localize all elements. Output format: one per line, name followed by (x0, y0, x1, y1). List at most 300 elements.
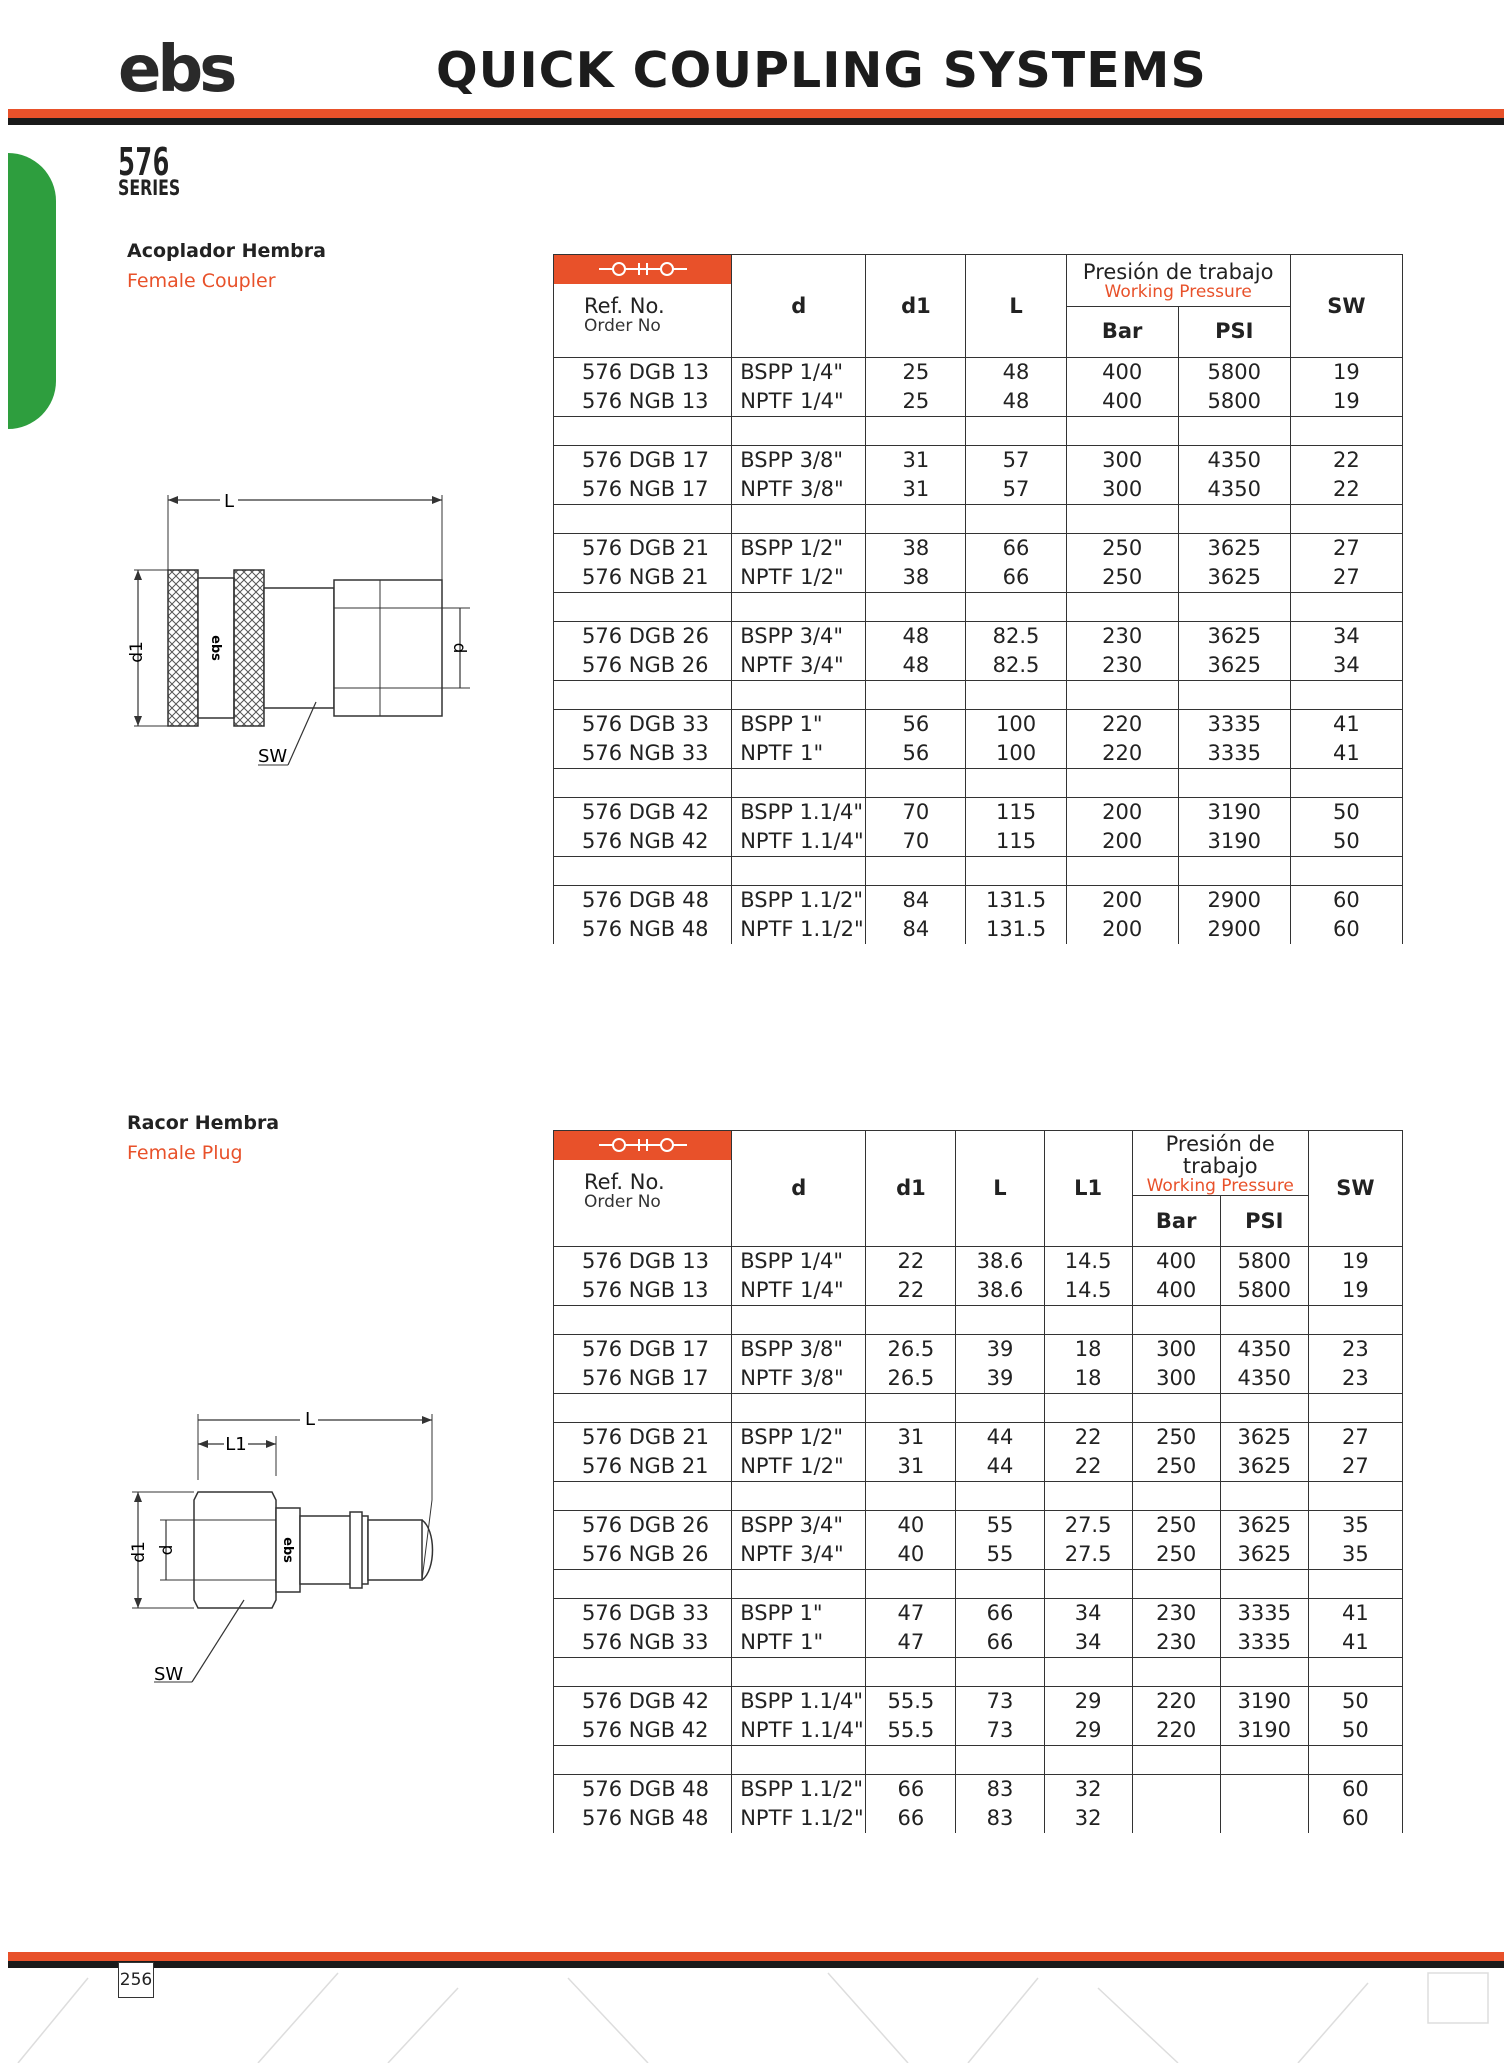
value-cell: 32 (1044, 1804, 1132, 1833)
value-cell: 19 (1308, 1276, 1402, 1306)
value-cell: 50 (1308, 1687, 1402, 1717)
col-sw-header: SW (1290, 255, 1402, 358)
value-cell: 41 (1308, 1599, 1402, 1629)
value-cell: 19 (1308, 1247, 1402, 1277)
value-cell: 60 (1308, 1804, 1402, 1833)
value-cell: 250 (1132, 1423, 1220, 1453)
value-cell: 66 (956, 1628, 1044, 1658)
value-cell: 44 (956, 1452, 1044, 1482)
value-cell: 70 (866, 827, 966, 857)
ref-cell: 576 NGB 13 (554, 1276, 732, 1306)
series-number: 576 (118, 140, 170, 184)
value-cell: 100 (966, 739, 1066, 769)
value-cell: 14.5 (1044, 1247, 1132, 1277)
body-brand-mark: ebs (280, 1537, 295, 1563)
table-row (554, 1276, 1403, 1306)
value-cell: BSPP 3/8" (732, 1335, 866, 1365)
value-cell: 300 (1066, 446, 1178, 476)
col-bar-header: Bar (1132, 1196, 1220, 1247)
value-cell: 200 (1066, 798, 1178, 828)
value-cell: 31 (866, 446, 966, 476)
value-cell: 29 (1044, 1687, 1132, 1717)
value-cell: NPTF 1.1/2" (732, 915, 866, 944)
value-cell: 83 (956, 1775, 1044, 1805)
value-cell: 25 (866, 358, 966, 388)
dim-L1-label: L1 (225, 1434, 247, 1455)
dim-sw-label: SW (154, 1664, 184, 1685)
value-cell: 50 (1290, 798, 1402, 828)
value-cell: 115 (966, 827, 1066, 857)
ref-cell: 576 NGB 48 (554, 915, 732, 944)
series-label: SERIES (118, 176, 181, 200)
plug-drawing (120, 1400, 460, 1700)
dim-L-label: L (223, 491, 235, 512)
value-cell: NPTF 1" (732, 739, 866, 769)
brand-logo: ebs (118, 33, 234, 107)
value-cell: NPTF 3/8" (732, 1364, 866, 1394)
value-cell: 31 (866, 475, 966, 505)
ref-header-es: Ref. No. (584, 294, 665, 318)
spacer-row (554, 1306, 1403, 1335)
value-cell: 200 (1066, 827, 1178, 857)
value-cell: 41 (1290, 739, 1402, 769)
value-cell: 48 (866, 622, 966, 652)
value-cell: 220 (1066, 739, 1178, 769)
ref-cell: 576 DGB 17 (554, 446, 732, 476)
value-cell: 230 (1132, 1628, 1220, 1658)
value-cell: 40 (866, 1511, 956, 1541)
value-cell: 400 (1066, 387, 1178, 417)
value-cell: 3625 (1178, 563, 1290, 593)
value-cell: 3625 (1220, 1511, 1308, 1541)
ref-cell: 576 NGB 21 (554, 563, 732, 593)
value-cell: 66 (966, 534, 1066, 564)
value-cell: 115 (966, 798, 1066, 828)
ref-cell: 576 NGB 17 (554, 475, 732, 505)
value-cell: 250 (1066, 534, 1178, 564)
ref-header-en: Order No (584, 316, 661, 336)
value-cell: 27 (1290, 534, 1402, 564)
value-cell: NPTF 1/4" (732, 387, 866, 417)
table-row (554, 446, 1403, 476)
value-cell: 230 (1132, 1599, 1220, 1629)
value-cell: 56 (866, 710, 966, 740)
value-cell: BSPP 1" (732, 710, 866, 740)
ref-cell: 576 NGB 13 (554, 387, 732, 417)
col-L-header: L (966, 255, 1066, 358)
ref-cell: 576 DGB 48 (554, 886, 732, 916)
value-cell: 34 (1044, 1599, 1132, 1629)
table-row (554, 475, 1403, 505)
value-cell: 3190 (1178, 798, 1290, 828)
table-row (554, 1452, 1403, 1482)
ref-cell: 576 NGB 33 (554, 739, 732, 769)
coupler-spec-table (553, 254, 1403, 944)
value-cell: 41 (1290, 710, 1402, 740)
value-cell: 3190 (1220, 1687, 1308, 1717)
body-brand-mark: ebs (208, 635, 223, 661)
value-cell: 4350 (1178, 446, 1290, 476)
value-cell: 57 (966, 475, 1066, 505)
value-cell: 31 (866, 1423, 956, 1453)
table-row (554, 387, 1403, 417)
table-row (554, 622, 1403, 652)
ref-cell: 576 DGB 42 (554, 1687, 732, 1717)
value-cell: BSPP 1.1/4" (732, 798, 866, 828)
value-cell: 38 (866, 563, 966, 593)
value-cell: 400 (1066, 358, 1178, 388)
table-row (554, 1687, 1403, 1717)
value-cell: BSPP 1.1/4" (732, 1687, 866, 1717)
value-cell: NPTF 3/4" (732, 651, 866, 681)
value-cell: NPTF 3/8" (732, 475, 866, 505)
value-cell: 34 (1290, 622, 1402, 652)
value-cell: NPTF 1.1/4" (732, 1716, 866, 1746)
value-cell: 82.5 (966, 622, 1066, 652)
value-cell: 100 (966, 710, 1066, 740)
table-row (554, 915, 1403, 944)
value-cell: 3625 (1178, 534, 1290, 564)
col-sw-header: SW (1308, 1131, 1402, 1247)
value-cell: 47 (866, 1599, 956, 1629)
value-cell: 34 (1290, 651, 1402, 681)
value-cell: 57 (966, 446, 1066, 476)
section-tab (8, 153, 56, 429)
value-cell: 14.5 (1044, 1276, 1132, 1306)
value-cell: 250 (1066, 563, 1178, 593)
value-cell: 220 (1132, 1716, 1220, 1746)
value-cell: NPTF 1" (732, 1628, 866, 1658)
value-cell: 60 (1290, 886, 1402, 916)
value-cell: 26.5 (866, 1364, 956, 1394)
value-cell: NPTF 1.1/4" (732, 827, 866, 857)
value-cell: NPTF 1.1/2" (732, 1804, 866, 1833)
value-cell: 18 (1044, 1364, 1132, 1394)
value-cell: 39 (956, 1364, 1044, 1394)
value-cell: 300 (1132, 1335, 1220, 1365)
value-cell: BSPP 1.1/2" (732, 886, 866, 916)
value-cell: 84 (866, 886, 966, 916)
value-cell: 300 (1066, 475, 1178, 505)
value-cell (1132, 1804, 1220, 1833)
ref-cell: 576 DGB 48 (554, 1775, 732, 1805)
table-row (554, 1599, 1403, 1629)
spacer-row (554, 1746, 1403, 1775)
value-cell: 19 (1290, 358, 1402, 388)
value-cell: 23 (1308, 1335, 1402, 1365)
value-cell: NPTF 3/4" (732, 1540, 866, 1570)
col-L-header: L (956, 1131, 1044, 1247)
ref-header-bar (554, 255, 731, 284)
ref-header-en: Order No (584, 1192, 661, 1212)
value-cell: 3625 (1220, 1540, 1308, 1570)
value-cell: 27 (1290, 563, 1402, 593)
value-cell: 27.5 (1044, 1540, 1132, 1570)
value-cell: 19 (1290, 387, 1402, 417)
value-cell: BSPP 1/4" (732, 358, 866, 388)
dim-sw-label: SW (258, 746, 288, 767)
value-cell: 32 (1044, 1775, 1132, 1805)
plug-title-es: Racor Hembra (127, 1112, 280, 1134)
col-d-header: d (732, 1131, 866, 1247)
spacer-row (554, 1658, 1403, 1687)
table-row (554, 1364, 1403, 1394)
value-cell: 230 (1066, 651, 1178, 681)
table-row (554, 827, 1403, 857)
spacer-row (554, 593, 1403, 622)
value-cell: 250 (1132, 1452, 1220, 1482)
value-cell (1132, 1775, 1220, 1805)
ref-cell: 576 DGB 21 (554, 1423, 732, 1453)
value-cell: 400 (1132, 1276, 1220, 1306)
value-cell: 41 (1308, 1628, 1402, 1658)
table-row (554, 1775, 1403, 1805)
table-row (554, 886, 1403, 916)
coupler-title-es: Acoplador Hembra (127, 240, 326, 262)
spacer-row (554, 1570, 1403, 1599)
value-cell (1220, 1804, 1308, 1833)
ref-cell: 576 DGB 33 (554, 710, 732, 740)
value-cell: 60 (1308, 1775, 1402, 1805)
spacer-row (554, 681, 1403, 710)
value-cell: BSPP 1/4" (732, 1247, 866, 1277)
dim-d-label: d (449, 642, 469, 654)
value-cell: 400 (1132, 1247, 1220, 1277)
footer-rule-black (8, 1961, 1504, 1968)
col-psi-header: PSI (1178, 306, 1290, 358)
header-rule-orange (8, 109, 1504, 118)
value-cell: NPTF 1/2" (732, 1452, 866, 1482)
value-cell: 60 (1290, 915, 1402, 944)
table-row (554, 1247, 1403, 1277)
value-cell: 4350 (1220, 1364, 1308, 1394)
value-cell: BSPP 3/8" (732, 446, 866, 476)
value-cell: 22 (866, 1276, 956, 1306)
value-cell: 27 (1308, 1423, 1402, 1453)
ref-cell: 576 NGB 17 (554, 1364, 732, 1394)
table-row (554, 710, 1403, 740)
ref-cell: 576 NGB 42 (554, 827, 732, 857)
table-row (554, 798, 1403, 828)
spacer-row (554, 417, 1403, 446)
value-cell: 40 (866, 1540, 956, 1570)
table-row (554, 534, 1403, 564)
table-row (554, 358, 1403, 388)
ref-cell: 576 DGB 42 (554, 798, 732, 828)
value-cell: 3190 (1178, 827, 1290, 857)
value-cell: 26.5 (866, 1335, 956, 1365)
ref-cell: 576 DGB 26 (554, 622, 732, 652)
spacer-row (554, 769, 1403, 798)
value-cell: 200 (1066, 915, 1178, 944)
ref-cell: 576 DGB 13 (554, 1247, 732, 1277)
spacer-row (554, 1394, 1403, 1423)
value-cell: 22 (1290, 475, 1402, 505)
dim-d1-label: d1 (127, 641, 147, 663)
ref-cell: 576 DGB 26 (554, 1511, 732, 1541)
value-cell: 70 (866, 798, 966, 828)
value-cell: 3335 (1220, 1628, 1308, 1658)
page-number: 256 (118, 1962, 154, 1998)
value-cell: 27 (1308, 1452, 1402, 1482)
value-cell: 3625 (1178, 622, 1290, 652)
value-cell: 35 (1308, 1511, 1402, 1541)
value-cell: 22 (866, 1247, 956, 1277)
value-cell: 5800 (1220, 1276, 1308, 1306)
ref-cell: 576 NGB 26 (554, 1540, 732, 1570)
value-cell: 73 (956, 1687, 1044, 1717)
spacer-row (554, 857, 1403, 886)
coupler-title-en: Female Coupler (127, 270, 276, 292)
value-cell: BSPP 1" (732, 1599, 866, 1629)
table-row (554, 1716, 1403, 1746)
value-cell: 50 (1290, 827, 1402, 857)
value-cell: 25 (866, 387, 966, 417)
value-cell: 5800 (1178, 387, 1290, 417)
value-cell: 56 (866, 739, 966, 769)
table-row (554, 739, 1403, 769)
footer-rule-orange (8, 1952, 1504, 1961)
value-cell: 250 (1132, 1540, 1220, 1570)
value-cell: 66 (866, 1804, 956, 1833)
spacer-row (554, 505, 1403, 534)
value-cell: 47 (866, 1628, 956, 1658)
plug-title-en: Female Plug (127, 1142, 243, 1164)
ref-header-es: Ref. No. (584, 1170, 665, 1194)
value-cell: 18 (1044, 1335, 1132, 1365)
value-cell: 250 (1132, 1511, 1220, 1541)
value-cell: 23 (1308, 1364, 1402, 1394)
table-row (554, 1540, 1403, 1570)
table-row (554, 651, 1403, 681)
table-row (554, 1628, 1403, 1658)
value-cell: 220 (1132, 1687, 1220, 1717)
value-cell: 4350 (1178, 475, 1290, 505)
coupler-drawing (120, 480, 469, 770)
value-cell: 3625 (1220, 1423, 1308, 1453)
pressure-header: Presión de trabajo Working Pressure (1066, 255, 1290, 307)
footer-decoration (8, 1968, 1504, 2063)
value-cell: BSPP 1/2" (732, 1423, 866, 1453)
table-row (554, 1804, 1403, 1833)
value-cell: 38 (866, 534, 966, 564)
dim-d1-label: d1 (129, 1541, 149, 1563)
value-cell: 55 (956, 1540, 1044, 1570)
page-title: QUICK COUPLING SYSTEMS (436, 42, 1207, 99)
header-rule-black (8, 118, 1504, 125)
value-cell: 5800 (1178, 358, 1290, 388)
value-cell: 3335 (1220, 1599, 1308, 1629)
col-psi-header: PSI (1220, 1196, 1308, 1247)
value-cell: 55.5 (866, 1687, 956, 1717)
value-cell: 55.5 (866, 1716, 956, 1746)
pressure-header: Presión de trabajo Working Pressure (1132, 1131, 1308, 1196)
value-cell: 48 (966, 387, 1066, 417)
value-cell: 22 (1290, 446, 1402, 476)
value-cell: 66 (956, 1599, 1044, 1629)
table-row (554, 563, 1403, 593)
value-cell: 83 (956, 1804, 1044, 1833)
value-cell: BSPP 1.1/2" (732, 1775, 866, 1805)
value-cell: 48 (866, 651, 966, 681)
value-cell: 200 (1066, 886, 1178, 916)
value-cell: 3335 (1178, 710, 1290, 740)
value-cell: BSPP 3/4" (732, 622, 866, 652)
value-cell: 2900 (1178, 915, 1290, 944)
ref-cell: 576 DGB 13 (554, 358, 732, 388)
value-cell (1220, 1775, 1308, 1805)
value-cell: 48 (966, 358, 1066, 388)
col-d-header: d (732, 255, 866, 358)
value-cell: 38.6 (956, 1247, 1044, 1277)
ref-cell: 576 DGB 33 (554, 1599, 732, 1629)
value-cell: 3625 (1220, 1452, 1308, 1482)
value-cell: 131.5 (966, 886, 1066, 916)
table-row (554, 1335, 1403, 1365)
value-cell: 22 (1044, 1452, 1132, 1482)
value-cell: NPTF 1/4" (732, 1276, 866, 1306)
value-cell: 5800 (1220, 1247, 1308, 1277)
plug-spec-table (553, 1130, 1403, 1833)
value-cell: 4350 (1220, 1335, 1308, 1365)
value-cell: 3625 (1178, 651, 1290, 681)
ref-cell: 576 DGB 21 (554, 534, 732, 564)
value-cell: 44 (956, 1423, 1044, 1453)
value-cell: 35 (1308, 1540, 1402, 1570)
ref-cell: 576 NGB 21 (554, 1452, 732, 1482)
ref-cell: 576 NGB 42 (554, 1716, 732, 1746)
value-cell: 50 (1308, 1716, 1402, 1746)
value-cell: 300 (1132, 1364, 1220, 1394)
value-cell: 39 (956, 1335, 1044, 1365)
value-cell: 3335 (1178, 739, 1290, 769)
value-cell: 66 (966, 563, 1066, 593)
value-cell: 27.5 (1044, 1511, 1132, 1541)
ref-header-bar (554, 1131, 731, 1160)
dim-d-label: d (157, 1544, 177, 1556)
value-cell: 220 (1066, 710, 1178, 740)
value-cell: 29 (1044, 1716, 1132, 1746)
value-cell: 2900 (1178, 886, 1290, 916)
col-d1-header: d1 (866, 1131, 956, 1247)
value-cell: 73 (956, 1716, 1044, 1746)
table-row (554, 1511, 1403, 1541)
value-cell: 55 (956, 1511, 1044, 1541)
dim-L-label: L (304, 1409, 316, 1430)
value-cell: 66 (866, 1775, 956, 1805)
value-cell: 38.6 (956, 1276, 1044, 1306)
value-cell: 230 (1066, 622, 1178, 652)
ref-cell: 576 NGB 33 (554, 1628, 732, 1658)
value-cell: 82.5 (966, 651, 1066, 681)
value-cell: NPTF 1/2" (732, 563, 866, 593)
value-cell: 3190 (1220, 1716, 1308, 1746)
col-bar-header: Bar (1066, 306, 1178, 358)
col-d1-header: d1 (866, 255, 966, 358)
ref-cell: 576 DGB 17 (554, 1335, 732, 1365)
value-cell: BSPP 1/2" (732, 534, 866, 564)
ref-cell: 576 NGB 26 (554, 651, 732, 681)
value-cell: 131.5 (966, 915, 1066, 944)
value-cell: BSPP 3/4" (732, 1511, 866, 1541)
ref-cell: 576 NGB 48 (554, 1804, 732, 1833)
value-cell: 84 (866, 915, 966, 944)
value-cell: 34 (1044, 1628, 1132, 1658)
value-cell: 22 (1044, 1423, 1132, 1453)
spacer-row (554, 1482, 1403, 1511)
value-cell: 31 (866, 1452, 956, 1482)
col-L1-header: L1 (1044, 1131, 1132, 1247)
